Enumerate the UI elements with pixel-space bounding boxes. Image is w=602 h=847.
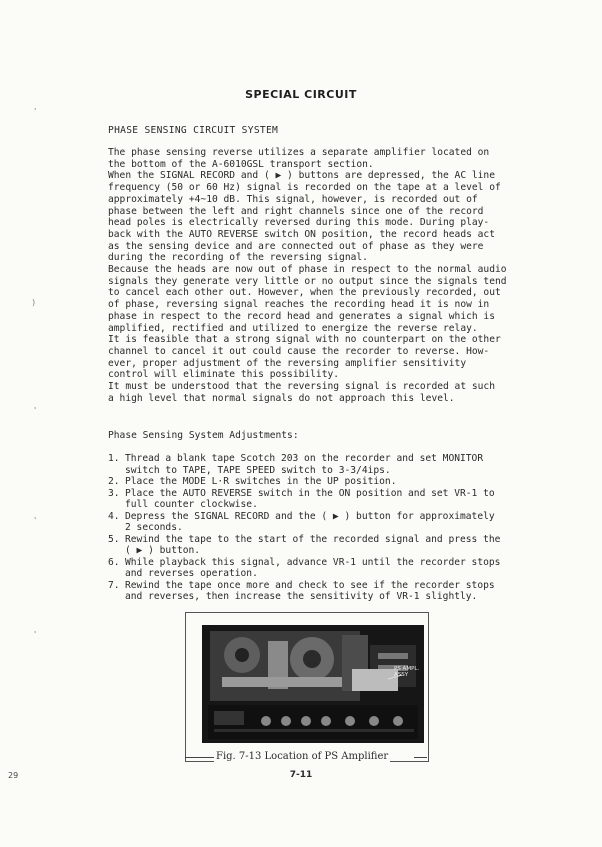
adjustment-step: [108, 557, 518, 580]
margin-tick: ': [34, 406, 37, 415]
intro-line: phase between the left and right channels since one of the record: [108, 205, 484, 217]
intro-line: Because the heads are now out of phase in respect to the normal audio: [108, 264, 507, 276]
intro-line: as the sensing device and are connected out of phase as they were: [108, 240, 484, 252]
margin-tick: ': [34, 516, 37, 525]
step-text-line: Thread a blank tape Scotch 203 on the recorder and set MONITOR: [125, 453, 484, 464]
step-number: 3.: [108, 487, 120, 499]
caption-rule-right: [414, 757, 427, 758]
intro-line: control will eliminate this possibility.: [108, 369, 340, 381]
intro-line: to cancel each other out. However, when the previously recorded, out: [108, 287, 501, 299]
intro-line: The phase sensing reverse utilizes a separate amplifier located on: [108, 147, 490, 158]
intro-line: back with the AUTO REVERSE switch ON position, the record heads act: [108, 228, 495, 240]
adjustment-step: [108, 453, 518, 476]
step-number: 5.: [108, 533, 120, 545]
margin-tick: ,: [34, 102, 37, 111]
step-text-line: switch to TAPE, TAPE SPEED switch to 3-3/4ips.: [125, 464, 391, 476]
margin-tick: ': [34, 630, 37, 639]
section-title: PHASE SENSING CIRCUIT SYSTEM: [108, 125, 279, 136]
intro-line: a high level that normal signals do not approach this level.: [108, 392, 455, 404]
step-text-line: Place the MODE L·R switches in the UP position.: [125, 476, 397, 487]
step-text-line: Place the AUTO REVERSE switch in the ON position and set VR-1 to: [125, 487, 495, 499]
ps-amplifier-photo: [202, 625, 424, 743]
adjustment-step: [108, 476, 518, 488]
step-text-line: Rewind the tape once more and check to see if the recorder stops: [125, 579, 495, 591]
step-number: 7.: [108, 579, 120, 591]
intro-paragraph: [108, 147, 518, 404]
step-number: 4.: [108, 510, 120, 522]
margin-number: 29: [8, 771, 19, 780]
step-text-line: full counter clockwise.: [125, 499, 258, 510]
step-text-line: 2 seconds.: [125, 522, 183, 533]
page-number: 7-11: [289, 770, 313, 780]
intro-line: channel to cancel it out could cause the recorder to reverse. How-: [108, 345, 490, 357]
step-text-line: Rewind the tape to the start of the recorded signal and press the: [125, 533, 501, 545]
intro-line: the bottom of the A-6010GSL transport section.: [108, 158, 374, 170]
margin-tick: ): [32, 298, 36, 307]
page-header: SPECIAL CIRCUIT: [245, 88, 357, 101]
step-number: 2.: [108, 476, 120, 487]
step-text-line: ( ▶ ) button.: [125, 545, 201, 556]
intro-line: It is feasible that a strong signal with no counterpart on the other: [108, 334, 501, 346]
adjustment-step: [108, 534, 518, 557]
step-text-line: and reverses operation.: [125, 568, 258, 579]
intro-line: amplified, rectified and utilized to energize the reverse relay.: [108, 322, 478, 334]
step-text-line: Depress the SIGNAL RECORD and the ( ▶ ) button for approximately: [125, 510, 495, 522]
intro-line: during the recording of the reversing signal.: [108, 252, 368, 264]
intro-line: signals they generate very little or no output since the signals tend: [108, 275, 507, 287]
step-text-line: While playback this signal, advance VR-1 until the recorder stops: [125, 556, 501, 568]
step-number: 6.: [108, 556, 120, 568]
step-text-line: and reverses, then increase the sensitivity of VR-1 slightly.: [125, 591, 478, 602]
intro-line: ever, proper adjustment of the reversing amplifier sensitivity: [108, 357, 467, 369]
step-number: 1.: [108, 453, 120, 464]
intro-line: When the SIGNAL RECORD and ( ▶ ) buttons are depressed, the AC line: [108, 170, 495, 182]
adjustments-title: Phase Sensing System Adjustments:: [108, 430, 299, 441]
intro-line: phase in respect to the record head and generates a signal which is: [108, 310, 495, 322]
intro-line: approximately +4~10 dB. This signal, however, is recorded out of: [108, 193, 478, 205]
intro-line: head poles is electrically reversed during this mode. During play-: [108, 217, 490, 229]
adjustment-steps: [108, 453, 518, 603]
adjustment-step: [108, 511, 518, 534]
adjustment-step: [108, 488, 518, 511]
intro-line: of phase, reversing signal reaches the recording head it is now in: [108, 299, 490, 311]
intro-line: It must be understood that the reversing signal is recorded at such: [108, 381, 495, 393]
transport-illustration: [202, 625, 424, 743]
adjustment-step: [108, 580, 518, 603]
caption-rule-left: [185, 757, 215, 758]
intro-line: frequency (50 or 60 Hz) signal is recorded on the tape at a level of: [108, 182, 501, 194]
figure-caption: Fig. 7-13 Location of PS Amplifier: [216, 751, 389, 762]
ps-ampl-label: PS AMPL. ASSY: [394, 666, 420, 678]
